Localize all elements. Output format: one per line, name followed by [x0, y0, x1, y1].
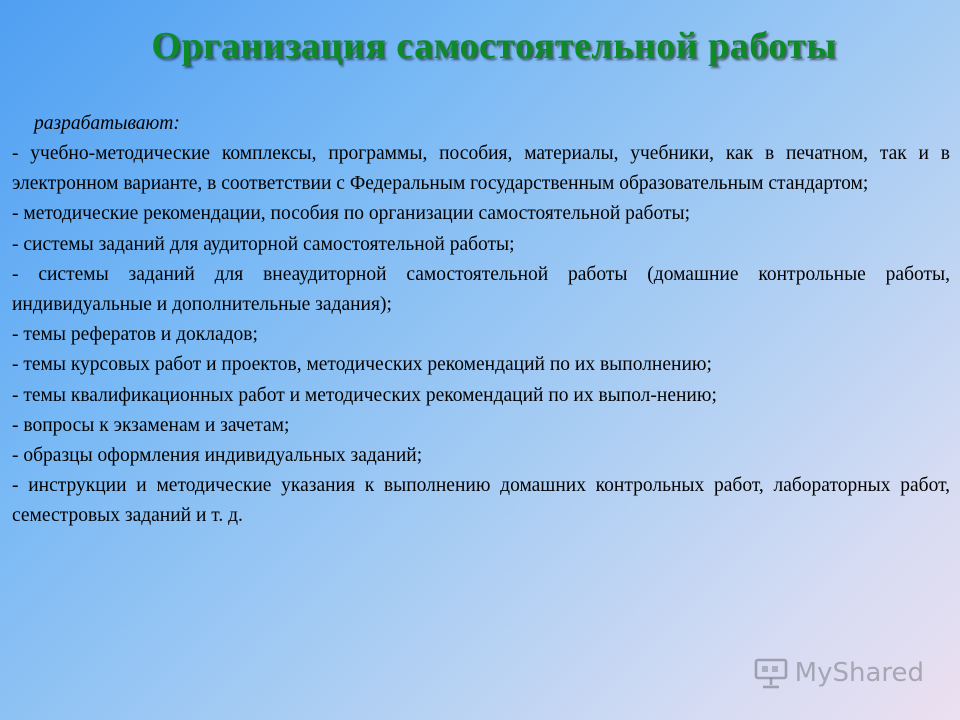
list-item: - системы заданий для внеаудиторной самостоятельной работы (домашние контрольные работы, индивидуальные и дополнительные задания); [12, 263, 950, 316]
list-item: - системы заданий для аудиторной самостоятельной работы; [12, 233, 515, 255]
presentation-board-icon [753, 657, 789, 689]
slide-content [12, 109, 950, 532]
list-item: - вопросы к экзаменам и зачетам; [12, 414, 290, 436]
list-item: - учебно-методические комплексы, программы, пособия, материалы, учебники, как в печатном, так и в электронном варианте, в соответствии с Федеральным государственным образовательным стандартом; [12, 143, 950, 195]
watermark-brand: MyShared [794, 658, 924, 688]
list-item: - образцы оформления индивидуальных заданий; [12, 445, 423, 467]
list-item: - темы квалификационных работ и методических рекомендаций по их выпол-нению; [12, 384, 717, 406]
list-item: - темы рефератов и докладов; [12, 324, 258, 346]
list-item: - инструкции и методические указания к выполнению домашних контрольных работ, лабораторных работ, семестровых заданий и т. д. [12, 475, 950, 527]
list-item: - методические рекомендации, пособия по организации самостоятельной работы; [12, 203, 690, 225]
slide-title: Организация самостоятельной работы [151, 25, 837, 67]
watermark-logo[interactable] [753, 656, 924, 690]
list-item: - темы курсовых работ и проектов, методических рекомендаций по их выполнению; [12, 354, 712, 376]
intro-text: разрабатывают: [34, 113, 180, 134]
